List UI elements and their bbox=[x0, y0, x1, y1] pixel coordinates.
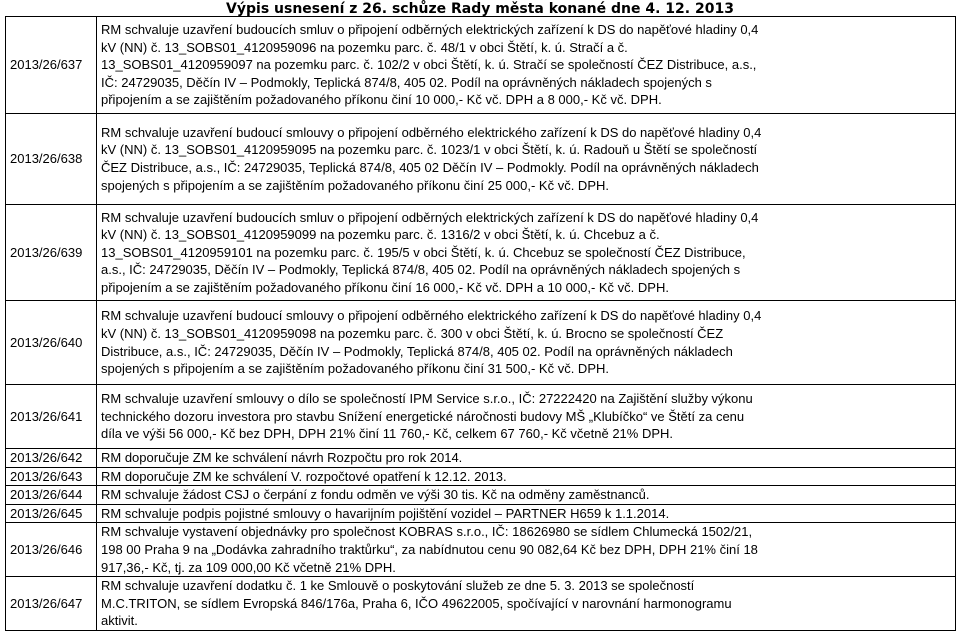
resolution-text-line: RM schvaluje žádost CSJ o čerpání z fondu odměn ve výši 30 tis. Kč na odměny zaměstnanců. bbox=[101, 487, 650, 503]
resolution-text-line: spojených s připojením a se zajištěním požadovaného příkonu činí 25 000,- Kč vč. DPH. bbox=[101, 177, 609, 193]
resolution-text-line: 13_SOBS01_4120959101 na pozemku parc. č. 195/5 v obci Štětí, k. ú. Chcebuz se společností ČEZ Distribuce, bbox=[101, 244, 746, 260]
resolution-row bbox=[6, 577, 956, 631]
resolution-row bbox=[6, 523, 956, 577]
resolution-text-line: RM schvaluje vystavení objednávky pro společnost KOBRAS s.r.o., IČ: 18626980 se sídlem Chlumecká 1502/21, bbox=[101, 524, 753, 540]
resolution-text-line: kV (NN) č. 13_SOBS01_4120959098 na pozemku parc. č. 300 v obci Štětí, k. ú. Brocno se společností ČEZ bbox=[101, 325, 724, 341]
resolution-text-line: RM schvaluje podpis pojistné smlouvy o havarijním pojištění vozidel – PARTNER H659 k 1.1.2014. bbox=[101, 505, 670, 521]
resolution-text bbox=[97, 467, 956, 486]
resolution-number: 2013/26/639 bbox=[6, 205, 97, 301]
resolution-number: 2013/26/638 bbox=[6, 114, 97, 205]
resolution-text bbox=[97, 449, 956, 468]
resolution-number: 2013/26/647 bbox=[6, 577, 97, 631]
resolution-text-line: 917,36,- Kč, tj. za 109 000,00 Kč včetně 21% DPH. bbox=[101, 559, 396, 575]
resolution-text bbox=[97, 301, 956, 385]
resolution-text-line: RM schvaluje uzavření budoucích smluv o připojení odběrných elektrických zařízení k DS do napěťové hladiny 0,4 bbox=[101, 22, 759, 38]
resolution-text-line: Distribuce, a.s., IČ: 24729035, Děčín IV – Podmokly, Teplická 874/8, 405 02. Podíl na oprávněných nákladech bbox=[101, 343, 733, 359]
resolution-text-line: díla ve výši 56 000,- Kč bez DPH, DPH 21% činí 11 760,- Kč, celkem 67 760,- Kč včetně 21% DPH. bbox=[101, 426, 674, 442]
resolution-text bbox=[97, 486, 956, 505]
resolution-row bbox=[6, 449, 956, 468]
resolution-text-line: kV (NN) č. 13_SOBS01_4120959096 na pozemku parc. č. 48/1 v obci Štětí, k. ú. Stračí a č. bbox=[101, 39, 628, 55]
resolution-number: 2013/26/643 bbox=[6, 467, 97, 486]
resolution-row bbox=[6, 301, 956, 385]
resolution-row bbox=[6, 385, 956, 449]
resolution-text-line: M.C.TRITON, se sídlem Evropská 846/176a, Praha 6, IČO 49622005, spočívající v narovnání harmonogramu bbox=[101, 595, 732, 611]
resolution-number: 2013/26/641 bbox=[6, 385, 97, 449]
resolution-text-line: ČEZ Distribuce, a.s., IČ: 24729035, Teplická 874/8, 405 02 Děčín IV – Podmokly. Podíl na oprávněných nákladech bbox=[101, 160, 759, 175]
resolution-number: 2013/26/637 bbox=[6, 17, 97, 114]
resolution-text-line: RM schvaluje uzavření smlouvy o dílo se společností IPM Service s.r.o., IČ: 27222420 na Zajištění služby výkonu bbox=[101, 391, 753, 407]
resolution-text bbox=[97, 385, 956, 449]
resolution-text-line: IČ: 24729035, Děčín IV – Podmokly, Teplická 874/8, 405 02. Podíl na oprávněných nákladech spojených s bbox=[101, 74, 712, 90]
resolution-number: 2013/26/645 bbox=[6, 504, 97, 523]
resolution-text-line: a.s., IČ: 24729035, Děčín IV – Podmokly, Teplická 874/8, 405 02. Podíl na oprávněných nákladech spojených s bbox=[101, 262, 741, 278]
resolution-number: 2013/26/646 bbox=[6, 523, 97, 577]
resolution-text-line: kV (NN) č. 13_SOBS01_4120959095 na pozemku parc. č. 1023/1 v obci Štětí, k. ú. Radouň u Štětí se společností bbox=[101, 142, 758, 158]
resolution-text-line: spojených s připojením a se zajištěním požadovaného příkonu činí 31 500,- Kč vč. DPH. bbox=[101, 361, 609, 377]
resolutions-table bbox=[5, 16, 956, 631]
resolution-text-line: aktivit. bbox=[101, 613, 138, 629]
resolution-text-line: RM doporučuje ZM ke schválení návrh Rozpočtu pro rok 2014. bbox=[101, 450, 463, 465]
resolution-number: 2013/26/644 bbox=[6, 486, 97, 505]
resolution-row bbox=[6, 467, 956, 486]
resolution-text-line: RM schvaluje uzavření budoucích smluv o připojení odběrných elektrických zařízení k DS do napěťové hladiny 0,4 bbox=[101, 209, 759, 225]
resolution-text-line: připojením a se zajištěním požadovaného příkonu činí 10 000,- Kč vč. DPH a 8 000,- Kč vč. DPH. bbox=[101, 92, 662, 108]
resolutions-table-body bbox=[6, 17, 956, 631]
resolution-text bbox=[97, 17, 956, 114]
resolution-text-line: RM schvaluje uzavření budoucí smlouvy o připojení odběrného elektrického zařízení k DS do napěťové hladiny 0,4 bbox=[101, 124, 762, 140]
resolution-text bbox=[97, 504, 956, 523]
resolution-number: 2013/26/642 bbox=[6, 449, 97, 468]
resolution-row bbox=[6, 486, 956, 505]
resolution-text-line: 198 00 Praha 9 na „Dodávka zahradního traktůrku“, za nabídnutou cenu 90 082,64 Kč bez DPH, DPH 21% činí 18 bbox=[101, 541, 758, 557]
resolution-text-line: kV (NN) č. 13_SOBS01_4120959099 na pozemku parc. č. 1316/2 v obci Štětí, k. ú. Chcebuz a č. bbox=[101, 227, 660, 243]
resolution-row bbox=[6, 114, 956, 205]
resolution-text-line: RM schvaluje uzavření budoucí smlouvy o připojení odběrného elektrického zařízení k DS do napěťové hladiny 0,4 bbox=[101, 308, 762, 324]
resolution-text-line: technického dozoru investora pro stavbu Snížení energetické náročnosti budovy MŠ „Klubíčko“ ve Štětí za cenu bbox=[101, 408, 745, 424]
resolution-row bbox=[6, 17, 956, 114]
resolution-text-line: RM schvaluje uzavření dodatku č. 1 ke Smlouvě o poskytování služeb ze dne 5. 3. 2013 se společností bbox=[101, 578, 695, 594]
resolution-text-line: 13_SOBS01_4120959097 na pozemku parc. č. 102/2 v obci Štětí, k. ú. Stračí se společností ČEZ Distribuce, a.s., bbox=[101, 57, 757, 73]
page-title: Výpis usnesení z 26. schůze Rady města konané dne 4. 12. 2013 bbox=[226, 1, 734, 17]
resolution-number: 2013/26/640 bbox=[6, 301, 97, 385]
resolution-text bbox=[97, 114, 956, 205]
resolution-text-line: RM doporučuje ZM ke schválení V. rozpočtové opatření k 12.12. 2013. bbox=[101, 468, 507, 484]
resolution-row bbox=[6, 205, 956, 301]
resolution-text-line: připojením a se zajištěním požadovaného příkonu činí 16 000,- Kč vč. DPH a 10 000,- Kč vč. DPH. bbox=[101, 279, 669, 295]
resolution-text bbox=[97, 577, 956, 631]
resolution-text bbox=[97, 205, 956, 301]
resolution-text bbox=[97, 523, 956, 577]
resolution-row bbox=[6, 504, 956, 523]
